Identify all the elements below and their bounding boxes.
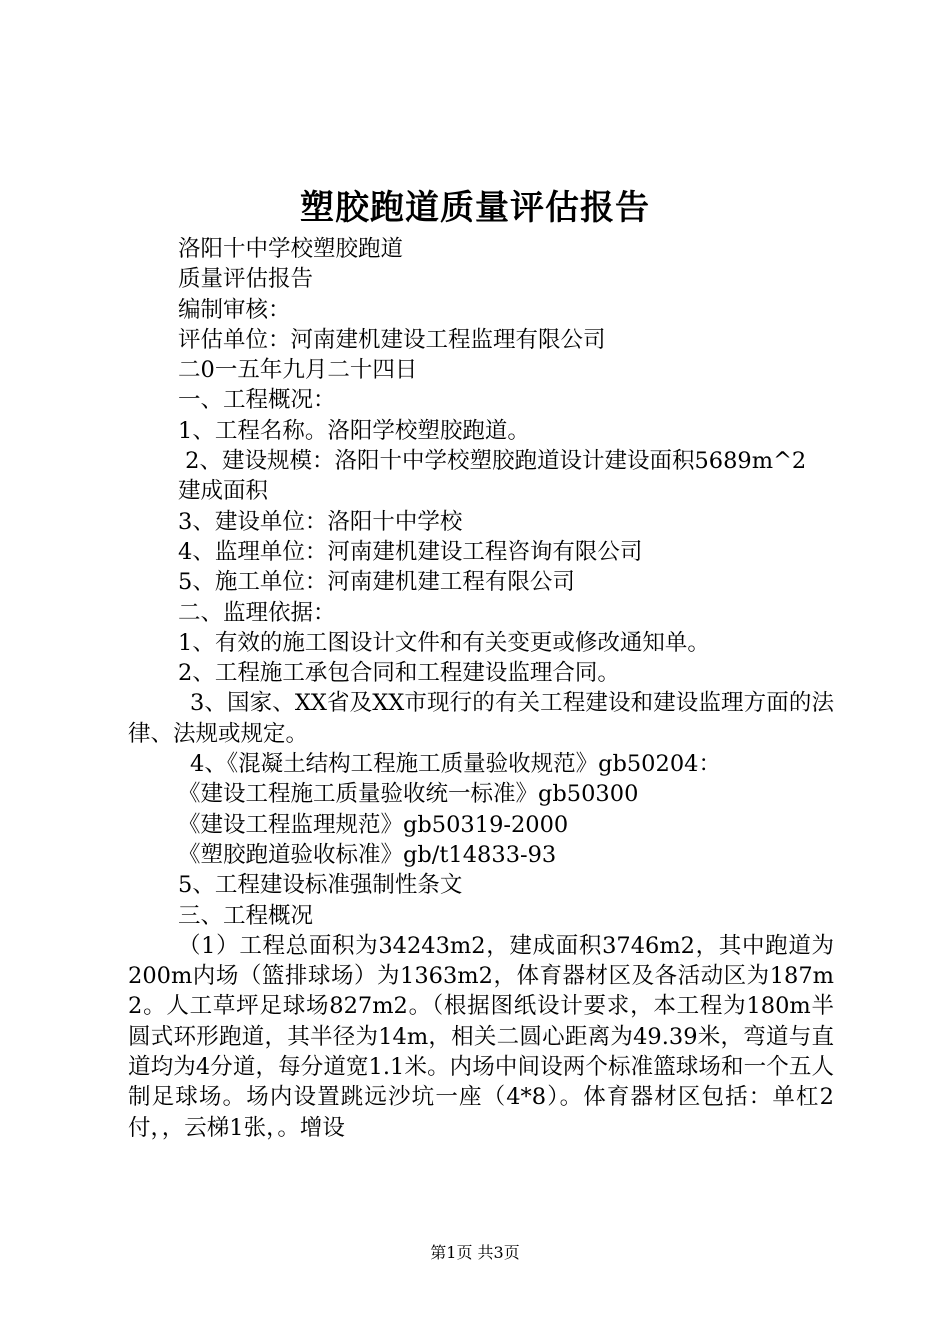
section-heading-overview-2: 三、工程概况 xyxy=(178,902,314,929)
project-name-line: 洛阳十中学校塑胶跑道 xyxy=(178,236,404,262)
paragraph-built-area: 建成面积 xyxy=(178,478,269,505)
paragraph-basis-1: 1、有效的施工图设计文件和有关变更或修改通知单。 xyxy=(178,629,710,656)
paragraph-basis-3: 3、国家、XX省及XX市现行的有关工程建设和建设监理方面的法律、法规或规定。 xyxy=(128,690,834,747)
date-line: 二0一五年九月二十四日 xyxy=(178,357,418,384)
paragraph-basis-2: 2、工程施工承包合同和工程建设监理合同。 xyxy=(178,660,620,687)
report-subtitle-line: 质量评估报告 xyxy=(178,266,314,293)
compiler-line: 编制审核： xyxy=(178,296,291,323)
paragraph-construction-unit: 3、建设单位：洛阳十中学校 xyxy=(178,508,463,535)
paragraph-standard-gb50319: 《建设工程监理规范》gb50319-2000 xyxy=(178,811,569,838)
paragraph-project-name: 1、工程名称。洛阳学校塑胶跑道。 xyxy=(178,417,530,444)
paragraph-basis-4: 4、《混凝土结构工程施工质量验收规范》gb50204： xyxy=(190,751,721,778)
page-number-footer: 第1页 共3页 xyxy=(430,1243,520,1262)
paragraph-standard-gb14833: 《塑胶跑道验收标准》gb/t14833-93 xyxy=(178,841,557,868)
section-heading-basis: 二、监理依据： xyxy=(178,599,336,626)
document-body xyxy=(128,234,834,1143)
paragraph-basis-5: 5、工程建设标准强制性条文 xyxy=(178,872,463,899)
paragraph-construction-scale: 2、建设规模：洛阳十中学校塑胶跑道设计建设面积5689m^2 xyxy=(178,448,807,475)
paragraph-supervision-unit: 4、监理单位：河南建机建设工程咨询有限公司 xyxy=(178,538,643,565)
section-heading-overview: 一、工程概况： xyxy=(178,387,336,414)
paragraph-project-details: （1）工程总面积为34243m2，建成面积3746m2，其中跑道为200m内场（篮排球场）为1363m2，体育器材区及各活动区为187m2。人工草坪足球场827m2。（根据图纸设计要求，本工程为180m半圆式环形跑道，其半径为14m，相关二圆心距离为49.39米，弯道与直道均为4分道，每分道宽1.1米。内场中间设两个标准篮球场和一个五人制足球场。场内设置跳远沙坑一座（4*8）。体育器材区包括：单杠2付，，云梯1张，。增设 xyxy=(128,932,834,1141)
document-title: 塑胶跑道质量评估报告 xyxy=(300,188,650,228)
evaluator-line: 评估单位：河南建机建设工程监理有限公司 xyxy=(178,326,606,353)
paragraph-standard-gb50300: 《建设工程施工质量验收统一标准》gb50300 xyxy=(178,781,639,808)
paragraph-contractor-unit: 5、施工单位：河南建机建工程有限公司 xyxy=(178,569,575,596)
